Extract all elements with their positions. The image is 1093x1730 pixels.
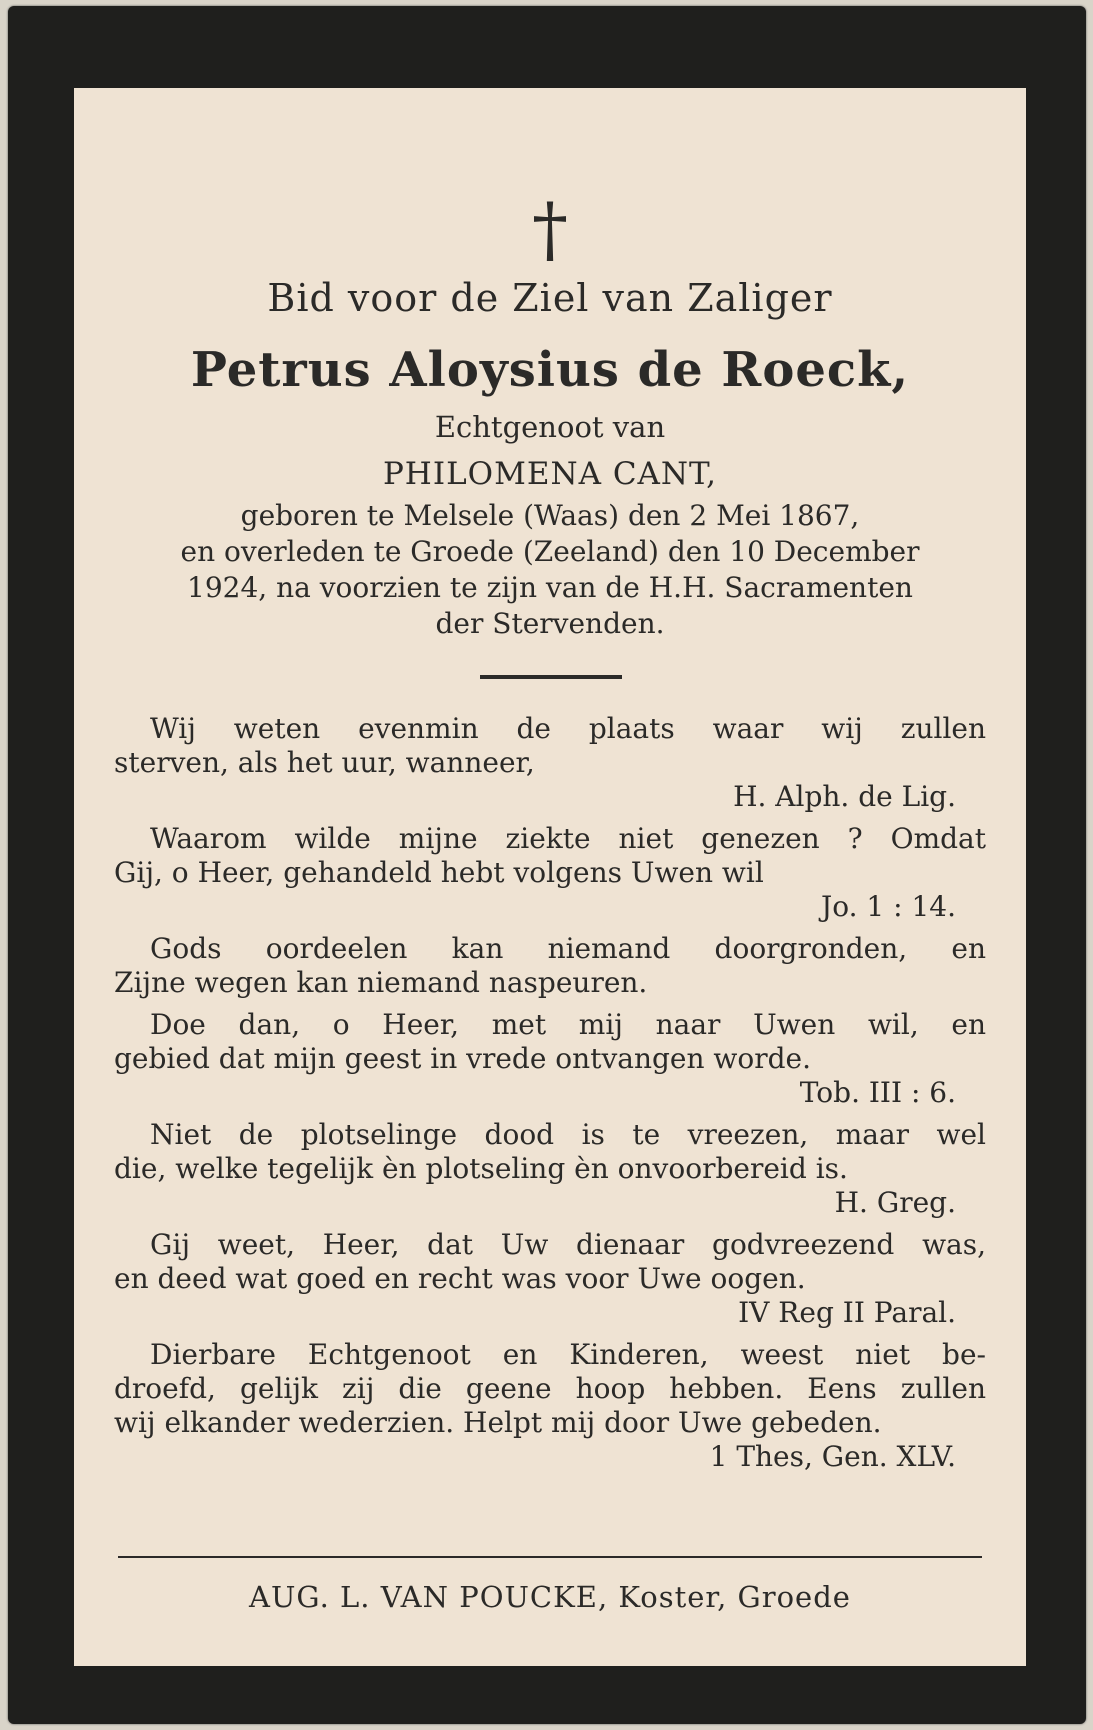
quote-source: 1 Thes, Gen. XLV. <box>709 1440 956 1473</box>
bio-line: 1924, na voorzien te zijn van de H.H. Sacramenten <box>187 571 913 604</box>
quotes <box>114 712 986 1482</box>
quote <box>114 1118 986 1220</box>
divider-short <box>480 675 622 679</box>
bio-line: en overleden te Groede (Zeeland) den 10 December <box>180 535 920 568</box>
biography <box>114 498 986 642</box>
quote-line: Zijne wegen kan niemand naspeuren. <box>114 966 648 999</box>
quote-source: Tob. III : 6. <box>799 1076 956 1109</box>
quote-source: H. Alph. de Lig. <box>733 780 956 813</box>
quote-line: sterven, als het uur, wanneer, <box>114 746 535 779</box>
quote-line: Waarom wilde mijne ziekte niet genezen ? Omdat <box>150 822 986 855</box>
quote-source: H. Greg. <box>834 1186 956 1219</box>
quote-line: Niet de plotselinge dood is te vreezen, maar wel <box>150 1118 986 1151</box>
quote <box>114 822 986 924</box>
quote-line: wij elkander wederzien. Helpt mij door Uwe gebeden. <box>114 1406 882 1439</box>
quote <box>114 1008 986 1110</box>
deceased-name: Petrus Aloysius de Roeck, <box>190 342 910 398</box>
divider-long <box>118 1556 982 1558</box>
spouse-name: PHILOMENA CANT, <box>382 456 718 492</box>
quote <box>114 1228 986 1330</box>
invocation: Bid voor de Ziel van Zaliger <box>267 276 833 320</box>
quote-line: Doe dan, o Heer, met mij naar Uwen wil, en <box>150 1008 986 1041</box>
quote-line: en deed wat goed en recht was voor Uwe oogen. <box>114 1262 806 1295</box>
quote-line: Gij, o Heer, gehandeld hebt volgens Uwen wil <box>114 856 764 889</box>
quote-line: droefd, gelijk zij die geene hoop hebben. Eens zullen <box>114 1372 986 1405</box>
quote <box>114 712 986 814</box>
memorial-card <box>8 6 1086 1724</box>
quote-line: die, welke tegelijk èn plotseling èn onvoorbereid is. <box>114 1152 848 1185</box>
card-panel <box>74 88 1026 1666</box>
quote <box>114 932 986 1000</box>
quote-source: Jo. 1 : 14. <box>821 890 956 923</box>
quote-source: IV Reg II Paral. <box>738 1296 956 1329</box>
bio-line: geboren te Melsele (Waas) den 2 Mei 1867, <box>240 499 860 532</box>
quote <box>114 1338 986 1474</box>
printer-credit: AUG. L. VAN POUCKE, Koster, Groede <box>249 1580 851 1614</box>
quote-line: Wij weten evenmin de plaats waar wij zullen <box>150 712 986 745</box>
quote-line: Gij weet, Heer, dat Uw dienaar godvreezend was, <box>150 1228 986 1261</box>
quote-line: gebied dat mijn geest in vrede ontvangen worde. <box>114 1042 812 1075</box>
cross-icon: † <box>532 187 568 271</box>
quote-line: Dierbare Echtgenoot en Kinderen, weest niet be- <box>150 1338 986 1371</box>
bio-line: der Stervenden. <box>435 607 665 640</box>
quote-line: Gods oordeelen kan niemand doorgronden, en <box>150 932 986 965</box>
spouse-label: Echtgenoot van <box>434 410 666 444</box>
